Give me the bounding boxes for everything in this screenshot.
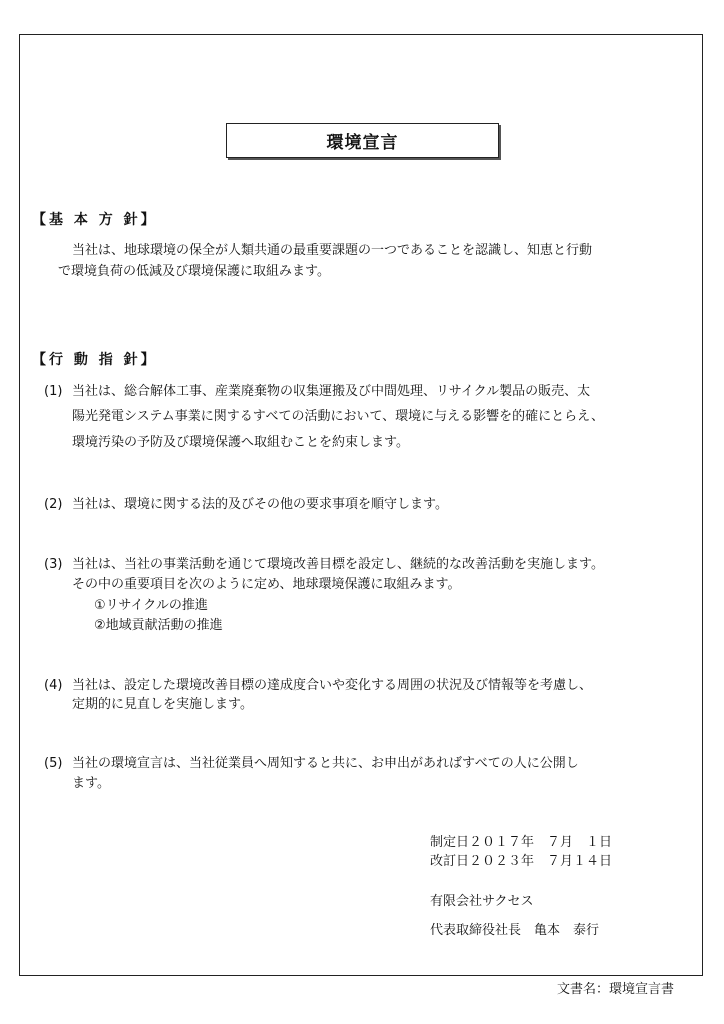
document-name: 文書名：環境宣言書 xyxy=(557,982,675,997)
item-number: (3) xyxy=(44,557,63,572)
item-number: (2) xyxy=(44,497,63,512)
item-3-sub-item-1: ①リサイクルの推進 xyxy=(94,598,208,613)
basic-policy-line-2: で環境負荷の低減及び環境保護に取組みます。 xyxy=(58,264,330,279)
item-number: (1) xyxy=(44,384,63,399)
basic-policy-heading: 【基 本 方 針】 xyxy=(32,212,158,228)
item-4-line-1: 当社は、設定した環境改善目標の達成度合いや変化する周囲の状況及び情報等を考慮し、 xyxy=(72,678,593,693)
item-1-line-3: 環境汚染の予防及び環境保護へ取組むことを約束します。 xyxy=(72,435,409,450)
item-5-line-2: ます。 xyxy=(72,776,110,791)
item-1-line-1: 当社は、総合解体工事、産業廃棄物の収集運搬及び中間処理、リサイクル製品の販売、太 xyxy=(72,384,591,399)
item-1-line-2: 陽光発電システム事業に関するすべての活動において、環境に与える影響を的確にとらえ、 xyxy=(72,409,604,424)
item-5-line-1: 当社の環境宣言は、当社従業員へ周知すると共に、お申出があればすべての人に公開し xyxy=(72,756,579,771)
action-policy-heading: 【行 動 指 針】 xyxy=(32,352,158,368)
representative-name: 代表取締役社長 亀本 泰行 xyxy=(430,923,600,938)
page-title: 環境宣言 xyxy=(226,123,499,158)
item-3-line-2: その中の重要項目を次のように定め、地球環境保護に取組みます。 xyxy=(72,577,461,592)
established-date: 制定日２０１７年 ７月 １日 xyxy=(430,835,613,850)
item-3-line-1: 当社は、当社の事業活動を通じて環境改善目標を設定し、継続的な改善活動を実施します。 xyxy=(72,557,604,572)
company-name: 有限会社サクセス xyxy=(430,894,534,909)
item-number: (5) xyxy=(44,756,63,771)
revised-date: 改訂日２０２３年 ７月１４日 xyxy=(430,854,613,869)
item-number: (4) xyxy=(44,678,63,693)
item-2-line-1: 当社は、環境に関する法的及びその他の要求事項を順守します。 xyxy=(72,497,448,512)
item-4-line-2: 定期的に見直しを実施します。 xyxy=(72,697,253,712)
item-3-sub-item-2: ②地域貢献活動の推進 xyxy=(94,618,223,633)
basic-policy-line-1: 当社は、地球環境の保全が人類共通の最重要課題の一つであることを認識し、知恵と行動 xyxy=(72,243,593,258)
